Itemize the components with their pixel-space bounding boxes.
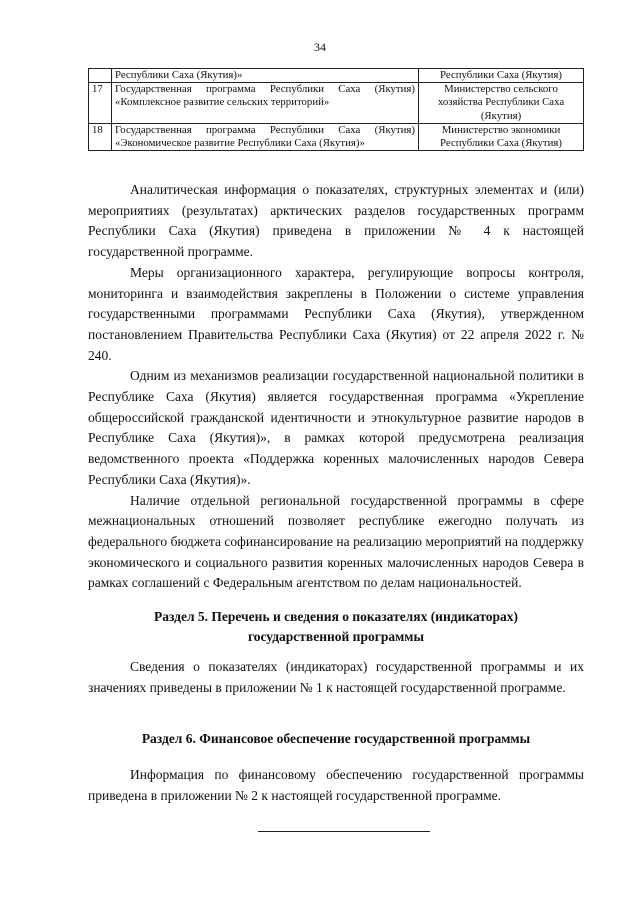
- section-6-text: [88, 765, 584, 806]
- table-row: [89, 123, 584, 150]
- table-row: [89, 83, 584, 124]
- paragraph: Одним из механизмов реализации государственной национальной политики в Республике Саха (Якутия) является государственная программа «Укрепление общероссийской гражданской идентичности и этнокультурное развитие народов в Республике Саха (Якутия)», в рамках которой предусмотрена реализация ведомственного проекта «Поддержка коренных малочисленных народов Севера Республики Саха (Якутия)».: [88, 368, 584, 487]
- paragraph: Сведения о показателях (индикаторах) государственной программы и их значениях приведены в приложении № 1 к настоящей государственной программе.: [88, 659, 584, 695]
- row-number: [89, 69, 112, 83]
- paragraph: Информация по финансовому обеспечению государственной программы приведена в приложении № 2 к настоящей государственной программе.: [88, 767, 584, 803]
- paragraph: Аналитическая информация о показателях, структурных элементах и (или) мероприятиях (результатах) арктических разделов государственных программ Республики Саха (Якутия) приведена в приложении № 4 к настоящей государственной программе.: [88, 182, 584, 260]
- section-5-heading-line: государственной программы: [247, 629, 425, 644]
- section-5-heading: [88, 607, 584, 647]
- section-6-heading: Раздел 6. Финансовое обеспечение государственной программы: [141, 731, 531, 746]
- paragraph: Меры организационного характера, регулирующие вопросы контроля, мониторинга и взаимодействия закреплены в Положении о системе управления государственными программами Республики Саха (Якутия), утвержденном постановлением Правительства Республики Саха (Якутия) от 22 апреля 2022 г. № 240.: [88, 264, 584, 363]
- row-number: 17: [89, 83, 112, 124]
- responsible-body: Республики Саха (Якутия): [419, 69, 584, 83]
- program-name: Государственная программа Республики Саха (Якутия) «Комплексное развитие сельских территорий»: [112, 83, 419, 124]
- section-5-heading-line: Раздел 5. Перечень и сведения о показателях (индикаторах): [153, 609, 519, 624]
- footer-divider: [258, 831, 430, 832]
- program-name: Государственная программа Республики Саха (Якутия) «Экономическое развитие Республики Саха (Якутия)»: [112, 123, 419, 150]
- responsible-body: Министерство экономики Республики Саха (Якутия): [419, 123, 584, 150]
- program-name: Республики Саха (Якутия)»: [112, 69, 419, 83]
- table-row: [89, 69, 584, 83]
- row-number: 18: [89, 123, 112, 150]
- responsible-body: Министерство сельского хозяйства Республики Саха (Якутия): [419, 83, 584, 124]
- programs-table: [88, 68, 584, 151]
- main-text: [88, 180, 584, 594]
- page-number: 34: [314, 40, 326, 54]
- section-5-text: [88, 657, 584, 698]
- paragraph: Наличие отдельной региональной государственной программы в сфере межнациональных отношений позволяет республике ежегодно получать из федерального бюджета софинансирование на реализацию мероприятий на поддержку экономического и социального развития коренных малочисленных народов Севера в рамках соглашений с Федеральным агентством по делам национальностей.: [88, 492, 584, 591]
